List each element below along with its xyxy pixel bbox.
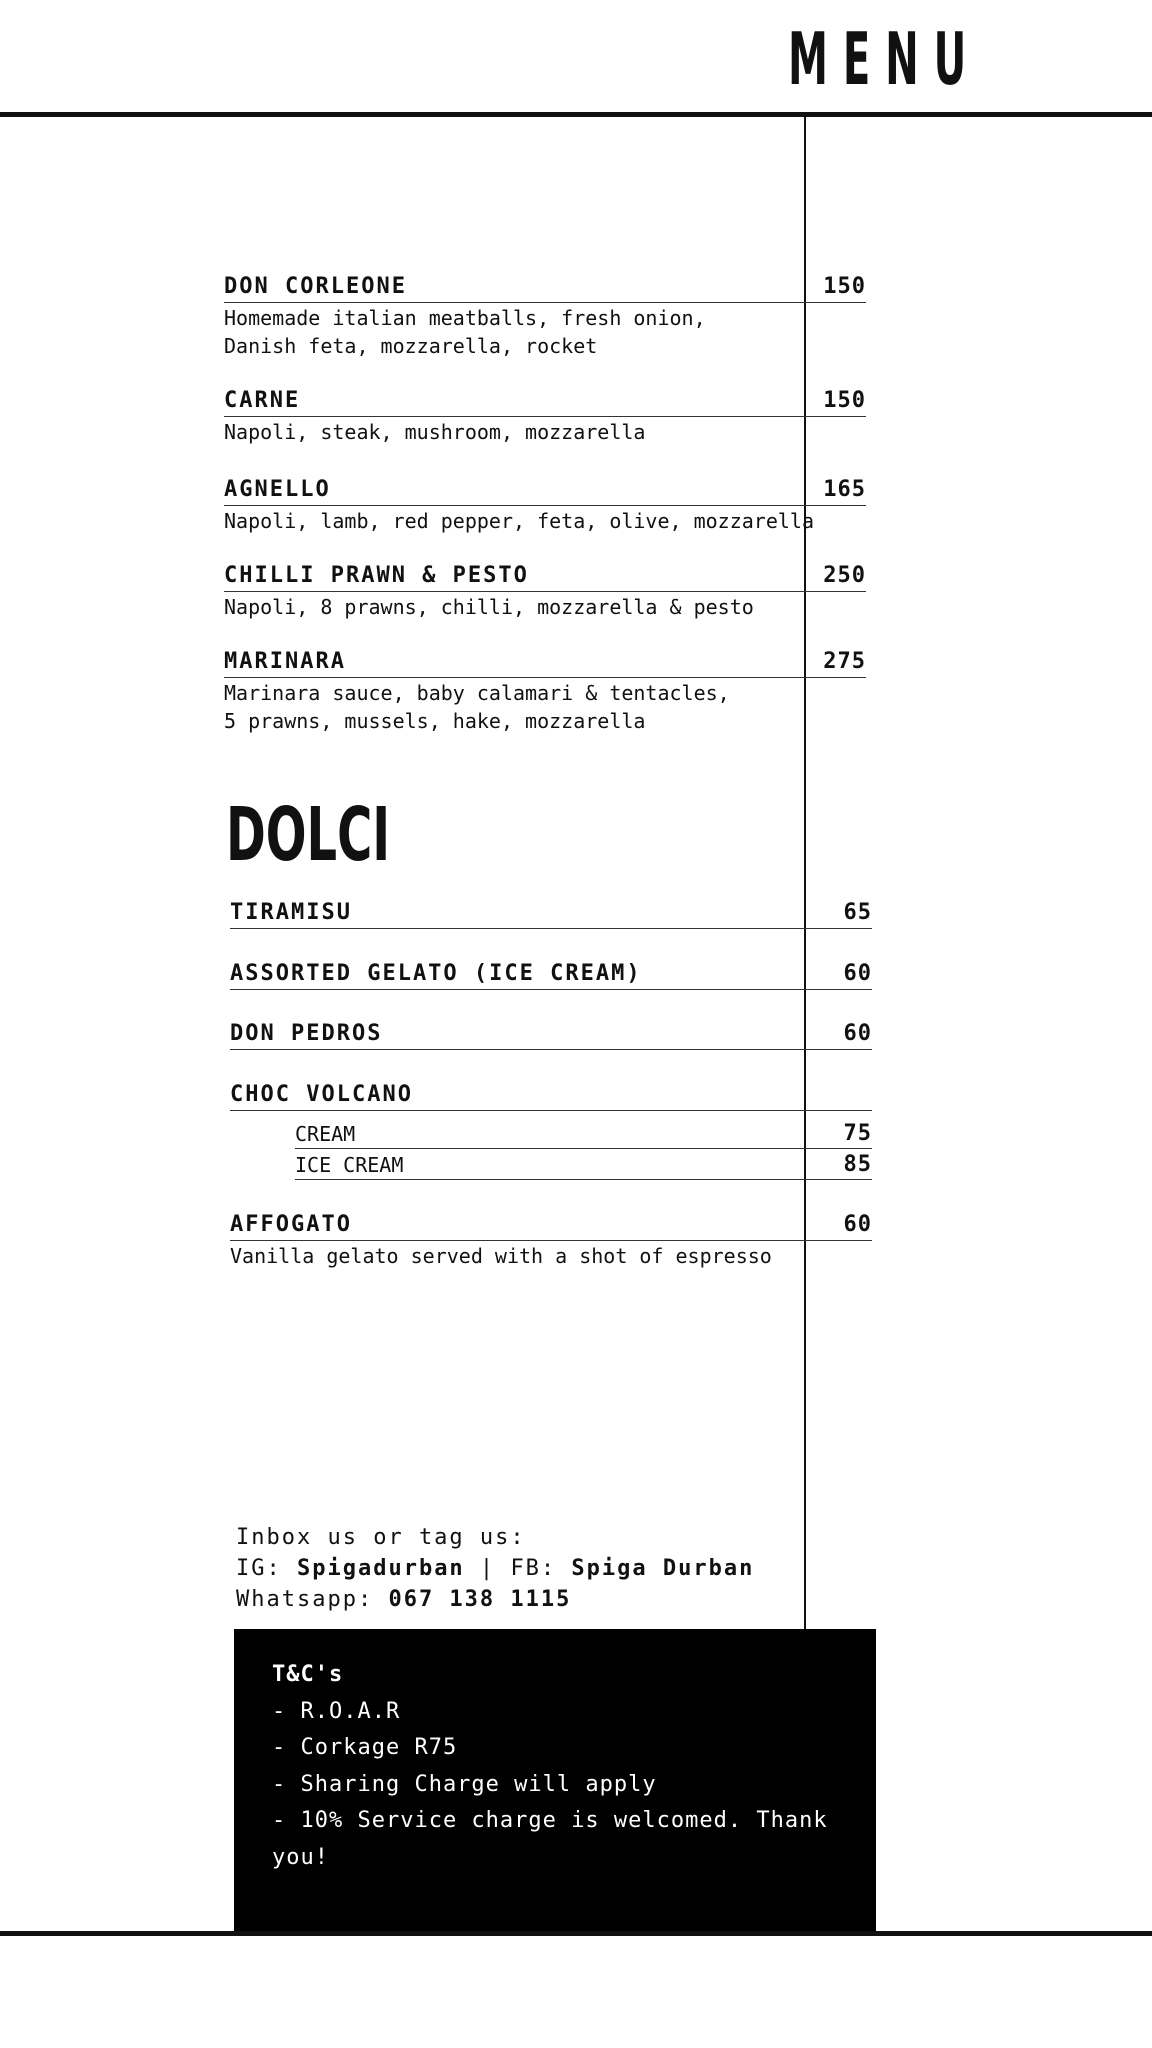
item-description: Homemade italian meatballs, fresh onion, Danish feta, mozzarella, rocket — [224, 306, 706, 358]
item-name: CHOC VOLCANO — [230, 1082, 413, 1107]
item-name: CHILLI PRAWN & PESTO — [224, 563, 529, 588]
fb-label: FB: — [510, 1556, 572, 1581]
terms-title: T&C's — [272, 1662, 344, 1687]
item-name: AFFOGATO — [230, 1212, 352, 1237]
terms-item: - 10% Service charge is welcomed. Thank you! — [272, 1808, 828, 1870]
dolci-heading: DOLCI — [226, 792, 391, 878]
menu-item — [224, 471, 866, 535]
option-price: 85 — [843, 1152, 872, 1177]
footer-divider — [0, 1931, 1152, 1936]
contact-intro: Inbox us or tag us: — [236, 1525, 526, 1550]
contact-block — [236, 1522, 754, 1615]
option-name: ICE CREAM — [295, 1153, 404, 1177]
item-name: ASSORTED GELATO (ICE CREAM) — [230, 961, 642, 986]
item-price: 60 — [843, 961, 872, 986]
dessert-item — [230, 955, 872, 990]
dessert-option — [295, 1151, 872, 1180]
ig-label: IG: — [236, 1556, 297, 1581]
item-header — [224, 643, 866, 678]
whatsapp-line — [236, 1584, 754, 1615]
item-price: 150 — [823, 388, 866, 413]
menu-item — [224, 643, 866, 735]
item-price: 60 — [843, 1212, 872, 1237]
item-header — [230, 955, 872, 990]
item-name: AGNELLO — [224, 477, 331, 502]
item-name: DON PEDROS — [230, 1021, 383, 1046]
dessert-option — [295, 1120, 872, 1149]
fb-handle: Spiga Durban — [571, 1556, 755, 1581]
item-name: CARNE — [224, 388, 301, 413]
option-name: CREAM — [295, 1122, 356, 1146]
menu-title: MENU — [788, 17, 982, 101]
item-price: 165 — [823, 477, 866, 502]
item-name: MARINARA — [224, 649, 346, 674]
menu-item — [224, 268, 866, 360]
terms-item: - R.O.A.R — [272, 1698, 401, 1724]
item-header — [224, 557, 866, 592]
social-line — [236, 1553, 754, 1584]
item-header — [224, 268, 866, 303]
dessert-item — [230, 894, 872, 929]
menu-item — [224, 382, 866, 446]
item-description: Napoli, 8 prawns, chilli, mozzarella & pesto — [224, 595, 754, 619]
item-price: 275 — [823, 649, 866, 674]
item-header — [230, 1076, 872, 1111]
item-description: Napoli, lamb, red pepper, feta, olive, mozzarella — [224, 509, 815, 533]
item-description: Napoli, steak, mushroom, mozzarella — [224, 420, 646, 444]
terms-item: - Corkage R75 — [272, 1735, 458, 1760]
ig-handle: Spigadurban — [296, 1556, 465, 1581]
item-description: Marinara sauce, baby calamari & tentacles, 5 prawns, mussels, hake, mozzarella — [224, 681, 730, 733]
item-name: TIRAMISU — [230, 900, 352, 925]
item-header — [230, 1206, 872, 1241]
item-header — [224, 382, 866, 417]
item-header — [230, 894, 872, 929]
item-description: Vanilla gelato served with a shot of espresso — [230, 1244, 772, 1268]
item-name: DON CORLEONE — [224, 274, 407, 299]
option-price: 75 — [843, 1121, 872, 1146]
item-header — [230, 1015, 872, 1050]
menu-item — [224, 557, 866, 621]
separator: | — [464, 1556, 511, 1581]
terms-box — [234, 1629, 876, 1933]
item-header — [224, 471, 866, 506]
header-divider — [0, 112, 1152, 117]
whatsapp-label: Whatsapp: — [236, 1587, 389, 1612]
dessert-item — [230, 1015, 872, 1050]
item-price: 250 — [823, 563, 866, 588]
terms-item: - Sharing Charge will apply — [272, 1771, 657, 1797]
item-price: 60 — [843, 1021, 872, 1046]
whatsapp-number: 067 138 1115 — [388, 1587, 572, 1612]
dessert-item — [230, 1206, 872, 1270]
item-price: 150 — [823, 274, 866, 299]
item-price: 65 — [843, 900, 872, 925]
dessert-item — [230, 1076, 872, 1111]
